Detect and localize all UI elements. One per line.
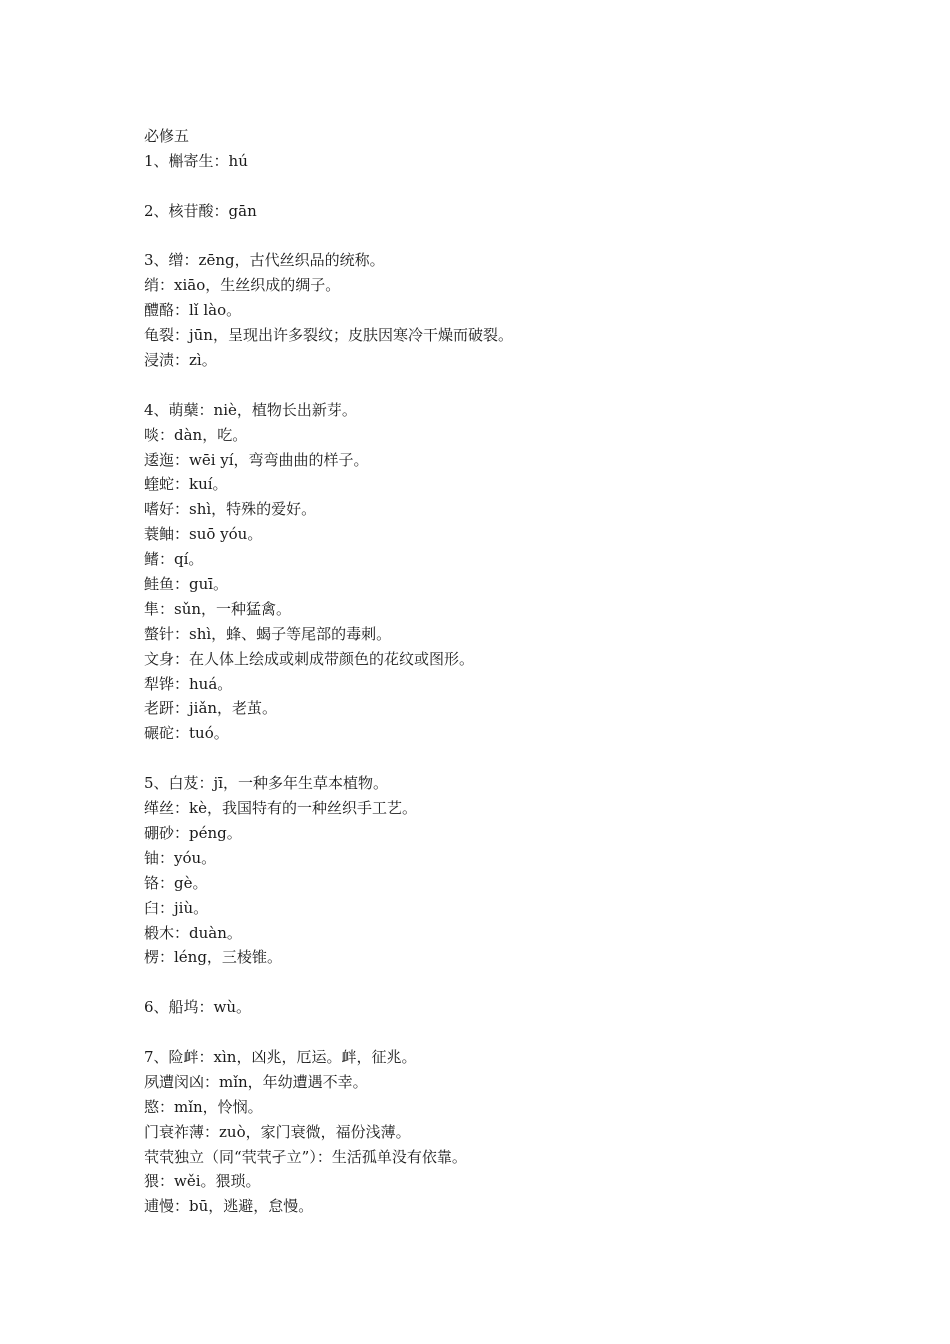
text-line: 蝰蛇：kuí。 <box>144 475 228 494</box>
text-line: 猥：wěi。猥琐。 <box>144 1172 261 1191</box>
text-line: 文身：在人体上绘成或刺成带颜色的花纹或图形。 <box>144 649 475 668</box>
text-line: 2、核苷酸：gān <box>144 201 257 220</box>
text-line: 蓑鲉：suō yóu。 <box>144 525 263 544</box>
text-line: 老趼：jiǎn，老茧。 <box>144 699 278 718</box>
text-line: 6、船坞：wù。 <box>144 998 252 1017</box>
text-line: 螫针：shì，蜂、蝎子等尾部的毒刺。 <box>144 624 392 643</box>
text-line: 椴木：duàn。 <box>144 923 242 942</box>
text-line: 浸渍：zì。 <box>144 351 217 370</box>
text-line: 1、槲寄生：hú <box>144 151 248 170</box>
document-title: 必修五 <box>144 127 190 145</box>
document-page <box>144 124 844 1219</box>
text-line: 4、萌蘖：niè，植物长出新芽。 <box>144 400 357 419</box>
text-line: 夙遭闵凶：mǐn，年幼遭遇不幸。 <box>144 1072 368 1091</box>
text-line: 鳍：qí。 <box>144 550 204 569</box>
text-line: 门衰祚薄：zuò，家门衰微，福份浅薄。 <box>144 1122 411 1141</box>
text-line: 茕茕独立（同“茕茕孑立”）：生活孤单没有依靠。 <box>144 1147 467 1166</box>
blank-line <box>144 1020 844 1045</box>
text-line: 绡：xiāo，生丝织成的绸子。 <box>144 276 341 295</box>
text-line: 硼砂：péng。 <box>144 823 242 842</box>
text-line: 逋慢：bū，逃避，怠慢。 <box>144 1197 314 1216</box>
text-line: 嗜好：shì，特殊的爱好。 <box>144 500 317 519</box>
text-line: 铀：yóu。 <box>144 848 217 867</box>
text-line: 3、缯：zēng，古代丝织品的统称。 <box>144 251 385 270</box>
text-line: 铬：gè。 <box>144 873 208 892</box>
blank-line <box>144 174 844 199</box>
text-line: 逶迤：wēi yí，弯弯曲曲的样子。 <box>144 450 369 469</box>
text-line: 龟裂：jūn，呈现出许多裂纹；皮肤因寒冷干燥而破裂。 <box>144 326 513 345</box>
document-body <box>144 149 844 1219</box>
blank-line <box>144 746 844 771</box>
text-line: 臼：jiù。 <box>144 898 209 917</box>
text-line: 7、险衅：xìn，凶兆，厄运。衅，征兆。 <box>144 1047 417 1066</box>
text-line: 醴酪：lǐ lào。 <box>144 301 242 320</box>
blank-line <box>144 970 844 995</box>
text-line: 啖：dàn，吃。 <box>144 425 248 444</box>
text-line: 5、白芨：jī，一种多年生草本植物。 <box>144 774 388 793</box>
text-line: 隼：sǔn，一种猛禽。 <box>144 599 292 618</box>
text-line: 愍：mǐn，怜悯。 <box>144 1097 263 1116</box>
text-line: 鲑鱼：guī。 <box>144 575 229 594</box>
text-line: 碾砣：tuó。 <box>144 724 229 743</box>
text-line: 楞：léng，三棱锥。 <box>144 948 282 967</box>
blank-line <box>144 373 844 398</box>
text-line: 缂丝：kè，我国特有的一种丝织手工艺。 <box>144 799 417 818</box>
blank-line <box>144 224 844 249</box>
text-line: 犁铧：huá。 <box>144 674 233 693</box>
